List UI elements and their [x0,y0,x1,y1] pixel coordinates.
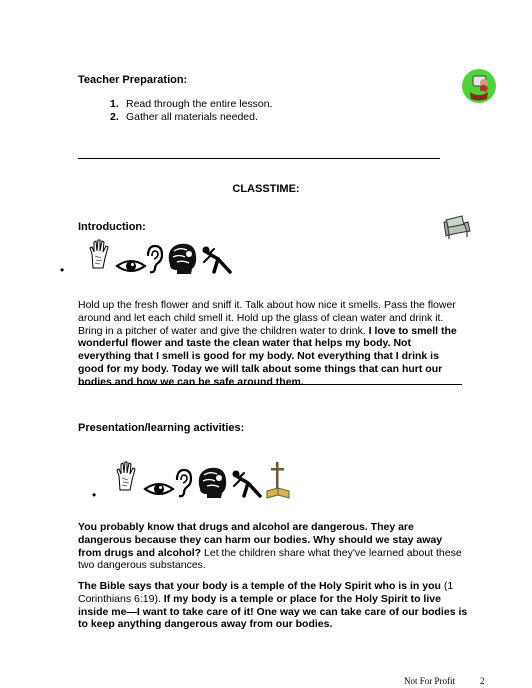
ear-icon [173,468,193,498]
prep-step-number: 2. [110,111,119,123]
introduction-paragraph [78,299,460,389]
head-icon [195,465,229,499]
presentation-text-bold: The Bible says that your body is a temple of the Holy Spirit who is in you [78,580,441,592]
bullet: • [60,263,65,277]
cross-bible-icon [266,460,290,500]
introduction-text: Hold up the fresh flower and sniff it. Talk about how nice it smells. Pass the flower around and let each child smell it. Hold up the glass of clean water and drink it. Bring in a pitcher of water and give the children water to drink. [78,299,456,337]
footer-label: Not For Profit [404,676,456,686]
presentation-paragraph-1 [78,521,468,572]
teacher-reading-icon [460,68,498,104]
prep-step-number: 1. [110,98,119,110]
teacher-prep-heading: Teacher Preparation: [78,74,188,86]
bullet: • [92,488,97,502]
page-number: 2 [480,676,485,686]
presentation-paragraph-2 [78,580,468,631]
classtime-heading: CLASSTIME: [232,183,300,195]
eye-icon [143,481,175,497]
prep-step [110,111,258,124]
introduction-heading: Introduction: [78,221,146,233]
stretching-person-icon [200,245,236,275]
eye-icon [115,258,147,274]
prep-step-text: Read through the entire lesson. [126,98,273,110]
ear-icon [144,244,164,274]
prep-step [110,98,273,111]
introduction-text-bold: I love to smell the wonderful flower and taste the clean water that helps my body. Not everything that I smell is good for my body. Not everything that I drink is good for my body. Today we will talk about some things that can hurt our bodies and how we can be safe around them. [78,324,457,388]
presentation-text-bold: If my body is a temple or place for the Holy Spirit to live inside me—I want to take care of it! One way we can take care of our bodies is to keep anything dangerous away from our bodies. [78,592,468,631]
armchair-icon [442,214,472,240]
prep-step-text: Gather all materials needed. [126,111,258,123]
presentation-heading: Presentation/learning activities: [78,422,245,434]
divider [78,158,440,159]
presentation-text: Let the children share what they've learned about these two dangerous substances. [78,546,462,572]
stretching-person-icon [230,469,266,499]
divider [78,384,462,385]
hand-icon [115,460,137,492]
presentation-text-bold: You probably know that drugs and alcohol are dangerous. They are dangerous because they can harm our bodies. Why should we stay away from drugs and alcohol? [78,521,443,559]
hand-icon [88,238,110,270]
presentation-text: (1 Corinthians 6:19). [78,580,454,605]
head-icon [165,241,199,275]
